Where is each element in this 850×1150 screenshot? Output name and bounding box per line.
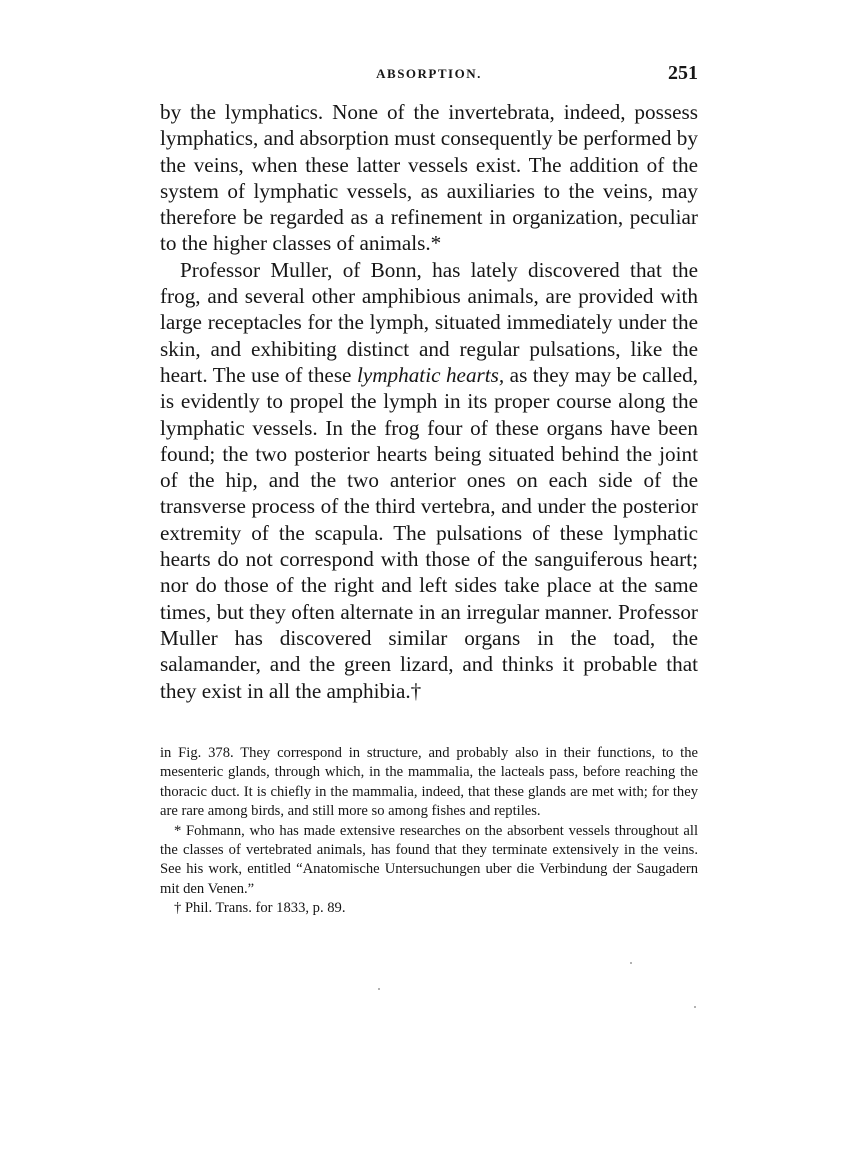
paper-speck [378,988,380,990]
paragraph-2-text-a: Professor Muller, of Bonn, has lately discovered that the frog, and several other amphibious animals, are provided with large receptacles for the lymph, situated immediately under the skin, and exhibiting distinct and regular pulsations, like the heart. The use of these [160,257,698,387]
footnote-mark-star: * [430,231,442,256]
footnotes [160,744,698,919]
lymphatic-hearts-term: lymphatic hearts, [356,362,505,387]
paragraph-1-text: by the lymphatics. None of the invertebrata, indeed, possess lymphatics, and absorption must consequently be performed by the veins, when these latter vessels exist. The addition of the system of lymphatic vessels, as auxiliaries to the veins, may therefore be regarded as a refinement in organization, peculiar to the higher classes of animals. [160,100,698,256]
running-head [160,62,698,90]
footnote-mark-dagger: † [410,678,422,703]
paragraph-2-text-b: as they may be called, is evidently to propel the lymph in its proper course along the lymphatic vessels. In the frog four of these organs have been found; the two posterior hearts being situated behind the joint of the hip, and the two anterior ones on each side of the transverse process of the third vertebra, and under the posterior extremity of the scapula. The pulsations of these lymphatic hearts do not correspond with those of the sanguiferous heart; nor do those of the right and left sides take place at the same times, but they often alternate in an irregular manner. Professor Muller has discovered similar organs in the toad, the salamander, and the green lizard, and thinks it probable that they exist in all the amphibia. [160,362,698,703]
paper-speck [630,962,632,964]
page-number: 251 [668,62,698,84]
paragraph-2 [160,257,698,704]
main-text [160,99,698,704]
footnote-continued: in Fig. 378. They correspond in structure, and probably also in their functions, to the mesenteric glands, through which, in the mammalia, the lacteals pass, before reaching the thoracic duct. It is chiefly in the mammalia, indeed, that these glands are met with; for they are rare among birds, and still more so among fishes and reptiles. [160,745,698,820]
footnote-dagger: † Phil. Trans. for 1833, p. 89. [174,900,346,917]
running-title: ABSORPTION. [376,66,482,81]
paper-speck [694,1006,696,1008]
footnote-star: * Fohmann, who has made extensive researches on the absorbent vessels throughout all the classes of vertebrated animals, has found that they terminate extensively in the veins. See his work, entitled “Anatomische Untersuchungen uber die Verbindung der Saugadern mit den Venen.” [160,822,698,897]
paragraph-1 [160,99,698,257]
